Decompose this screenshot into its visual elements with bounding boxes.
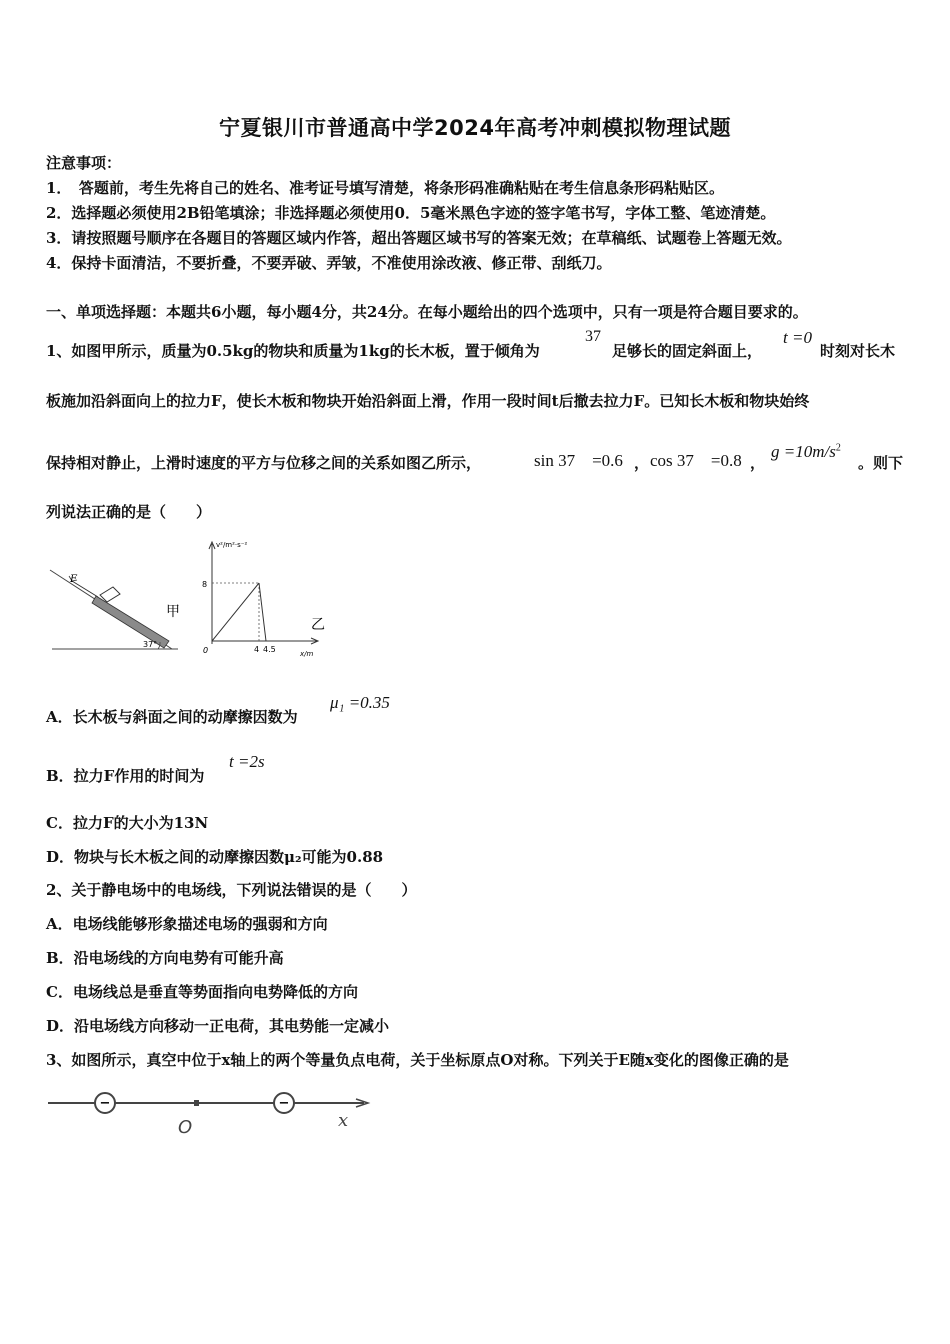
- q3-stem: 3、如图所示，真空中位于x轴上的两个等量负点电荷，关于坐标原点O对称。下列关于E随x变化的图像正确的是: [46, 1051, 789, 1069]
- angle-label: 37°: [143, 640, 158, 649]
- origin-label: 0: [203, 646, 209, 655]
- graph-segment-fall: [259, 583, 266, 641]
- charge-sign: −: [99, 1096, 111, 1111]
- q1-option-c: C．拉力F的大小为13N: [46, 814, 209, 832]
- long-board: [92, 596, 169, 648]
- incline-figure: [46, 560, 191, 655]
- figure-caption-jia: 甲: [166, 604, 180, 620]
- figure-caption-yi: 乙: [311, 617, 325, 633]
- force-label: F: [70, 574, 77, 585]
- q1-line1-a: 1、如图甲所示，质量为0.5kg的物块和质量为1kg的长木板，置于倾角为: [46, 342, 540, 360]
- q1-line1-c: 时刻对长木: [820, 342, 896, 360]
- q1-line3-a: 保持相对静止，上滑时速度的平方与位移之间的关系如图乙所示，: [46, 454, 482, 472]
- q1-option-b-math: t =2s: [229, 752, 265, 771]
- x-axis-label: x/m: [300, 650, 314, 658]
- q1-angle: 37: [585, 328, 601, 345]
- q1-line3-b: 。则下: [858, 454, 904, 472]
- charge-sign: −: [278, 1096, 290, 1111]
- notice-item: 3．请按照题号顺序在各题目的答题区域内作答，超出答题区域书写的答案无效；在草稿纸、试题卷上答题无效。: [46, 229, 792, 247]
- q1-cos: cos 37 =0.8: [650, 451, 742, 470]
- q2-option-a: A．电场线能够形象描述电场的强弱和方向: [46, 915, 328, 933]
- x-tick-label: 4.5: [263, 645, 276, 654]
- notice-item: 2．选择题必须使用2B铅笔填涂；非选择题必须使用0．5毫米黑色字迹的签字笔书写，字体工整、笔迹清楚。: [46, 204, 776, 222]
- q1-g: $g =10m/s^2$: [771, 442, 841, 461]
- q1-option-d: D．物块与长木板之间的动摩擦因数μ₂可能为0.88: [46, 848, 384, 866]
- page-title: 宁夏银川市普通高中学2024年高考冲刺模拟物理试题: [219, 116, 731, 140]
- v2-x-graph: [196, 536, 331, 661]
- q1-t0: t =0: [783, 328, 812, 347]
- notice-item: 4．保持卡面清洁，不要折叠，不要弄破、弄皱，不准使用涂改液、修正带、刮纸刀。: [46, 254, 612, 272]
- y-tick-label: 8: [202, 580, 208, 589]
- notice-item: 1． 答题前，考生先将自己的姓名、准考证号填写清楚，将条形码准确粘贴在考生信息条形码粘贴区。: [46, 179, 724, 197]
- q1-option-a: A．长木板与斜面之间的动摩擦因数为: [46, 708, 298, 726]
- q2-option-d: D．沿电场线方向移动一正电荷，其电势能一定减小: [46, 1017, 390, 1035]
- q1-line4: 列说法正确的是（ ）: [46, 503, 212, 521]
- charge-axis-figure: [46, 1088, 376, 1138]
- q2-option-c: C．电场线总是垂直等势面指向电势降低的方向: [46, 983, 358, 1001]
- x-axis-label: x: [338, 1110, 349, 1131]
- notice-heading: 注意事项：: [46, 154, 122, 172]
- q1-sin: sin 37 =0.6: [534, 451, 623, 470]
- graph-segment-rise: [212, 583, 259, 641]
- q1-option-a-math: μ₁ =0.35: [330, 693, 390, 712]
- block: [100, 587, 120, 602]
- q2-option-b: B．沿电场线的方向电势有可能升高: [46, 949, 284, 967]
- origin-point: [194, 1100, 199, 1106]
- q1-option-b: B．拉力F作用的时间为: [46, 767, 205, 785]
- q2-stem: 2、关于静电场中的电场线，下列说法错误的是（ ）: [46, 881, 417, 899]
- origin-label: O: [178, 1117, 193, 1138]
- section-heading: 一、单项选择题：本题共6小题，每小题4分，共24分。在每小题给出的四个选项中，只有一项是符合题目要求的。: [46, 303, 808, 321]
- q1-line2: 板施加沿斜面向上的拉力F，使长木板和物块开始沿斜面上滑，作用一段时间t后撤去拉力F。已知长木板和物块始终: [46, 392, 810, 410]
- q1-line1-b: 足够长的固定斜面上，: [612, 342, 763, 360]
- y-axis-label: v²/m²·s⁻²: [216, 541, 248, 549]
- x-tick-label: 4: [254, 645, 260, 654]
